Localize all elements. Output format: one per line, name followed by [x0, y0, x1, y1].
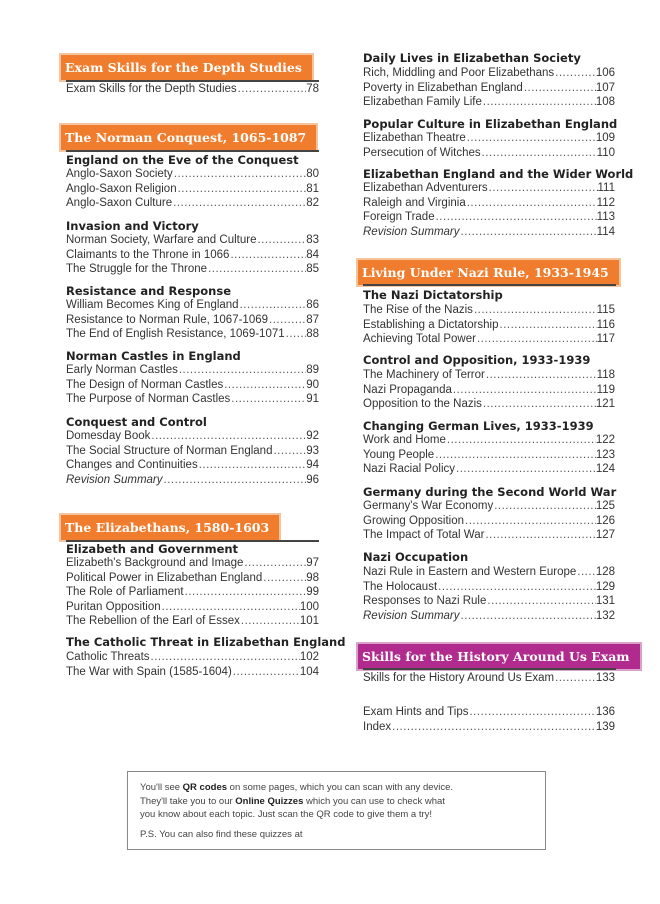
- banner-norman-conquest: The Norman Conquest, 1065-1087: [59, 123, 318, 152]
- dot-leader: [172, 196, 306, 210]
- entry-title: Changes and Continuities: [66, 459, 198, 471]
- dot-leader: [481, 146, 597, 160]
- entry-title: Puritan Opposition: [66, 600, 161, 613]
- dot-leader: [243, 556, 306, 570]
- page-number: 80: [306, 168, 319, 180]
- dot-leader: [499, 318, 597, 332]
- note-line-3: you know about each topic. Just scan the QR code to give them a try!: [140, 809, 433, 820]
- entry-title: The Role of Parliament: [66, 586, 184, 598]
- section-heading: Nazi Occupation: [363, 550, 469, 564]
- entry-title: Revision Summary: [363, 609, 460, 622]
- toc-entry[interactable]: [363, 196, 615, 210]
- entry-title: Young People: [363, 448, 435, 461]
- section-heading: Elizabeth and Government: [66, 542, 239, 556]
- entry-title: Elizabethan Family Life: [363, 96, 482, 108]
- entry-title: Raleigh and Virginia: [363, 196, 466, 209]
- toc-entry[interactable]: [66, 458, 319, 472]
- page-number: 118: [596, 369, 615, 381]
- page-number: 115: [596, 304, 615, 316]
- toc-entry[interactable]: [66, 363, 319, 377]
- toc-entry[interactable]: [363, 580, 615, 594]
- dot-leader: [554, 671, 596, 685]
- section-heading: The Nazi Dictatorship: [363, 288, 503, 302]
- toc-entry[interactable]: [363, 448, 615, 462]
- page-number: 133: [595, 672, 615, 684]
- entry-title: Resistance to Norman Rule, 1067-1069: [66, 313, 269, 326]
- dot-leader: [576, 565, 596, 579]
- entry-title: Germany's War Economy: [363, 500, 494, 512]
- entry-title: Nazi Rule in Eastern and Western Europe: [363, 566, 577, 578]
- toc-entry[interactable]: [363, 368, 615, 382]
- dot-leader: [435, 210, 597, 224]
- page-number: 78: [306, 83, 319, 95]
- toc-entry[interactable]: [66, 429, 319, 443]
- entry-title: Claimants to the Throne in 1066: [66, 248, 230, 261]
- section-heading: Control and Opposition, 1933-1939: [363, 353, 591, 367]
- toc-entry[interactable]: [66, 248, 319, 262]
- toc-entry[interactable]: [66, 600, 319, 614]
- page-number: 114: [596, 225, 615, 238]
- page-number: 132: [595, 609, 615, 622]
- dot-leader: [150, 650, 300, 664]
- toc-entry[interactable]: [363, 671, 615, 685]
- toc-entry[interactable]: [66, 313, 319, 327]
- page-number: 98: [306, 571, 319, 584]
- page-number: 119: [596, 383, 615, 396]
- toc-entry[interactable]: [363, 565, 615, 579]
- toc-entry[interactable]: [66, 614, 319, 628]
- dot-leader: [434, 448, 596, 462]
- toc-entry[interactable]: [66, 262, 319, 276]
- toc-entry[interactable]: [363, 499, 615, 513]
- toc-entry[interactable]: [363, 81, 615, 95]
- banner-underline: [66, 150, 319, 152]
- section-heading: Invasion and Victory: [66, 219, 199, 233]
- dot-leader: [239, 298, 307, 312]
- entry-title: The End of English Resistance, 1069-1071: [66, 328, 285, 340]
- entry-title: Establishing a Dictatorship: [363, 318, 499, 331]
- toc-entry[interactable]: [363, 303, 615, 317]
- dot-leader: [468, 705, 595, 719]
- page-number: 128: [595, 566, 615, 578]
- dot-leader: [523, 81, 596, 95]
- page-number: 92: [306, 430, 319, 442]
- toc-entry[interactable]: [363, 609, 615, 623]
- toc-entry[interactable]: [66, 585, 319, 599]
- dot-leader: [230, 392, 306, 406]
- toc-entry[interactable]: [66, 378, 319, 392]
- dot-leader: [198, 458, 307, 472]
- entry-title: The Design of Norman Castles: [66, 378, 224, 391]
- entry-title: The Holocaust: [363, 580, 438, 593]
- toc-entry[interactable]: [363, 181, 615, 195]
- toc-entry[interactable]: [66, 233, 319, 247]
- page-number: 86: [306, 299, 319, 311]
- section-heading: Popular Culture in Elizabethan England: [363, 117, 618, 131]
- banner-exam-skills: Exam Skills for the Depth Studies: [59, 53, 314, 82]
- toc-entry[interactable]: [363, 528, 615, 542]
- toc-entry[interactable]: [66, 473, 319, 487]
- entry-title: Responses to Nazi Rule: [363, 595, 487, 607]
- page-number: 124: [595, 463, 615, 475]
- dot-leader: [161, 600, 300, 614]
- dot-leader: [460, 609, 596, 623]
- page-number: 83: [306, 234, 319, 246]
- entry-title: Revision Summary: [66, 473, 163, 486]
- toc-entry[interactable]: [363, 318, 615, 332]
- dot-leader: [466, 131, 596, 145]
- toc-entry[interactable]: [363, 720, 615, 734]
- section-heading: Resistance and Response: [66, 284, 231, 298]
- entry-title: Catholic Threats: [66, 651, 150, 663]
- page-number: 129: [595, 580, 615, 593]
- page-number: 97: [306, 557, 319, 569]
- banner-nazi-rule: Living Under Nazi Rule, 1933-1945: [356, 258, 621, 287]
- entry-title: Index: [363, 720, 392, 733]
- dot-leader: [488, 181, 598, 195]
- dot-leader: [272, 444, 306, 458]
- page-number: 90: [306, 378, 319, 391]
- entry-title: Revision Summary: [363, 225, 460, 238]
- dot-leader: [237, 82, 307, 96]
- page-number: 108: [595, 96, 615, 108]
- dot-leader: [262, 571, 306, 585]
- page-number: 94: [306, 459, 319, 471]
- toc-entry[interactable]: [66, 650, 319, 664]
- entry-title: Early Norman Castles: [66, 364, 178, 376]
- dot-leader: [177, 182, 307, 196]
- banner-history-around-us: Skills for the History Around Us Exam: [356, 642, 642, 671]
- page-number: 99: [306, 586, 319, 598]
- page-number: 85: [306, 263, 319, 275]
- note-line-2: They'll take you to our Online Quizzes which you can use to check what: [140, 795, 445, 807]
- dot-leader: [455, 462, 596, 476]
- banner-elizabethans: The Elizabethans, 1580-1603: [59, 513, 281, 542]
- section-heading: Changing German Lives, 1933-1939: [363, 419, 594, 433]
- dot-leader: [268, 313, 306, 327]
- toc-entry[interactable]: [66, 327, 319, 341]
- dot-leader: [493, 499, 596, 513]
- toc-entry[interactable]: [363, 131, 615, 145]
- toc-entry[interactable]: [66, 82, 319, 96]
- dot-leader: [285, 327, 307, 341]
- dot-leader: [223, 378, 306, 392]
- entry-title: Achieving Total Power: [363, 333, 476, 345]
- dot-leader: [178, 363, 306, 377]
- entry-title: The Purpose of Norman Castles: [66, 393, 231, 405]
- entry-title: Poverty in Elizabethan England: [363, 81, 523, 94]
- entry-title: Nazi Propaganda: [363, 383, 452, 396]
- toc-entry[interactable]: [363, 594, 615, 608]
- entry-title: Elizabethan Theatre: [363, 132, 466, 144]
- entry-title: The War with Spain (1585-1604): [66, 665, 232, 678]
- toc-entry[interactable]: [66, 167, 319, 181]
- dot-leader: [460, 225, 597, 239]
- dot-leader: [163, 473, 307, 487]
- section-heading: The Catholic Threat in Elizabethan England: [66, 635, 346, 649]
- note-line-1: You'll see QR codes on some pages, which you can scan with any device.: [140, 782, 454, 793]
- page-number: 127: [595, 529, 615, 541]
- page-number: 82: [306, 197, 319, 209]
- toc-entry[interactable]: [363, 705, 615, 719]
- entry-title: The Impact of Total War: [363, 529, 485, 541]
- page-number: 136: [595, 706, 615, 718]
- dot-leader: [207, 262, 306, 276]
- section-heading: Elizabethan England and the Wider World: [363, 167, 634, 181]
- page-number: 106: [595, 67, 615, 79]
- page-number: 110: [596, 146, 615, 159]
- entry-title: Exam Skills for the Depth Studies: [66, 83, 237, 95]
- entry-title: Growing Opposition: [363, 514, 464, 527]
- entry-title: The Machinery of Terror: [363, 369, 485, 381]
- entry-title: The Struggle for the Throne: [66, 263, 208, 275]
- page-number: 126: [595, 514, 615, 527]
- toc-entry[interactable]: [66, 298, 319, 312]
- toc-entry[interactable]: [363, 210, 615, 224]
- entry-title: Elizabeth's Background and Image: [66, 557, 244, 569]
- toc-entry[interactable]: [66, 182, 319, 196]
- qr-info-box: [127, 771, 546, 850]
- toc-entry[interactable]: [363, 462, 615, 476]
- page-number: 125: [595, 500, 615, 512]
- toc-entry[interactable]: [66, 392, 319, 406]
- entry-title: Anglo-Saxon Society: [66, 168, 173, 180]
- section-heading: Conquest and Control: [66, 415, 207, 429]
- entry-title: William Becomes King of England: [66, 299, 239, 311]
- dot-leader: [184, 585, 307, 599]
- entry-title: Anglo-Saxon Culture: [66, 197, 173, 209]
- entry-title: The Rise of the Nazis: [363, 304, 473, 316]
- toc-entry[interactable]: [363, 146, 615, 160]
- entry-title: Opposition to the Nazis: [363, 398, 482, 410]
- dot-leader: [482, 95, 596, 109]
- toc-entry[interactable]: [66, 665, 319, 679]
- section-heading: Germany during the Second World War: [363, 485, 617, 499]
- entry-title: Nazi Racial Policy: [363, 463, 456, 475]
- dot-leader: [482, 397, 596, 411]
- page-number: 104: [299, 665, 319, 678]
- toc-entry[interactable]: [363, 514, 615, 528]
- page-number: 87: [306, 313, 319, 326]
- page-number: 101: [299, 615, 319, 627]
- dot-leader: [173, 167, 306, 181]
- page-number: 109: [595, 132, 615, 144]
- toc-entry[interactable]: [363, 66, 615, 80]
- entry-title: Skills for the History Around Us Exam: [363, 672, 555, 684]
- entry-title: Political Power in Elizabethan England: [66, 571, 263, 584]
- dot-leader: [437, 580, 596, 594]
- page-number: 84: [306, 248, 319, 261]
- page-number: 112: [596, 196, 615, 209]
- toc-entry[interactable]: [66, 444, 319, 458]
- dot-leader: [466, 196, 597, 210]
- entry-title: Anglo-Saxon Religion: [66, 182, 177, 195]
- banner-underline: [363, 284, 616, 286]
- dot-leader: [476, 332, 597, 346]
- page-number: 113: [596, 211, 615, 223]
- page-number: 117: [596, 333, 615, 345]
- entry-title: Foreign Trade: [363, 211, 435, 223]
- note-ps: P.S. You can also find these quizzes at: [140, 828, 303, 840]
- dot-leader: [554, 66, 596, 80]
- page-number: 111: [597, 182, 615, 194]
- toc-entry[interactable]: [363, 397, 615, 411]
- dot-leader: [452, 383, 597, 397]
- entry-title: Rich, Middling and Poor Elizabethans: [363, 67, 555, 79]
- page-number: 93: [306, 444, 319, 457]
- toc-entry[interactable]: [363, 383, 615, 397]
- toc-entry[interactable]: [363, 332, 615, 346]
- section-heading: Daily Lives in Elizabethan Society: [363, 51, 581, 65]
- dot-leader: [150, 429, 306, 443]
- entry-title: Domesday Book: [66, 430, 151, 442]
- dot-leader: [256, 233, 306, 247]
- dot-leader: [446, 433, 596, 447]
- page-number: 100: [299, 600, 319, 613]
- section-heading: England on the Eve of the Conquest: [66, 153, 299, 167]
- banner-underline: [363, 668, 616, 670]
- dot-leader: [484, 528, 595, 542]
- page-number: 123: [595, 448, 615, 461]
- entry-title: The Rebellion of the Earl of Essex: [66, 615, 240, 627]
- page-number: 122: [595, 434, 615, 446]
- dot-leader: [473, 303, 597, 317]
- page-number: 107: [595, 81, 615, 94]
- dot-leader: [240, 614, 300, 628]
- dot-leader: [486, 594, 595, 608]
- page-number: 88: [306, 328, 319, 340]
- page-number: 96: [306, 473, 319, 486]
- toc-entry[interactable]: [363, 225, 615, 239]
- toc-entry[interactable]: [363, 95, 615, 109]
- page-number: 81: [306, 182, 319, 195]
- toc-entry[interactable]: [66, 571, 319, 585]
- dot-leader: [232, 665, 300, 679]
- dot-leader: [485, 368, 597, 382]
- toc-entry[interactable]: [66, 196, 319, 210]
- page-number: 102: [299, 651, 319, 663]
- dot-leader: [229, 248, 306, 262]
- page-number: 121: [595, 398, 615, 410]
- page-number: 89: [306, 364, 319, 376]
- page-number: 116: [596, 318, 615, 331]
- toc-entry[interactable]: [66, 556, 319, 570]
- entry-title: Norman Society, Warfare and Culture: [66, 234, 257, 246]
- section-heading: Norman Castles in England: [66, 349, 241, 363]
- entry-title: Persecution of Witches: [363, 146, 481, 159]
- toc-entry[interactable]: [363, 433, 615, 447]
- dot-leader: [464, 514, 596, 528]
- entry-title: Elizabethan Adventurers: [363, 182, 488, 194]
- page-number: 131: [595, 595, 615, 607]
- page-number: 139: [595, 720, 615, 733]
- entry-title: The Social Structure of Norman England: [66, 444, 273, 457]
- entry-title: Exam Hints and Tips: [363, 706, 469, 718]
- page-number: 91: [306, 393, 319, 405]
- dot-leader: [391, 720, 596, 734]
- entry-title: Work and Home: [363, 434, 446, 446]
